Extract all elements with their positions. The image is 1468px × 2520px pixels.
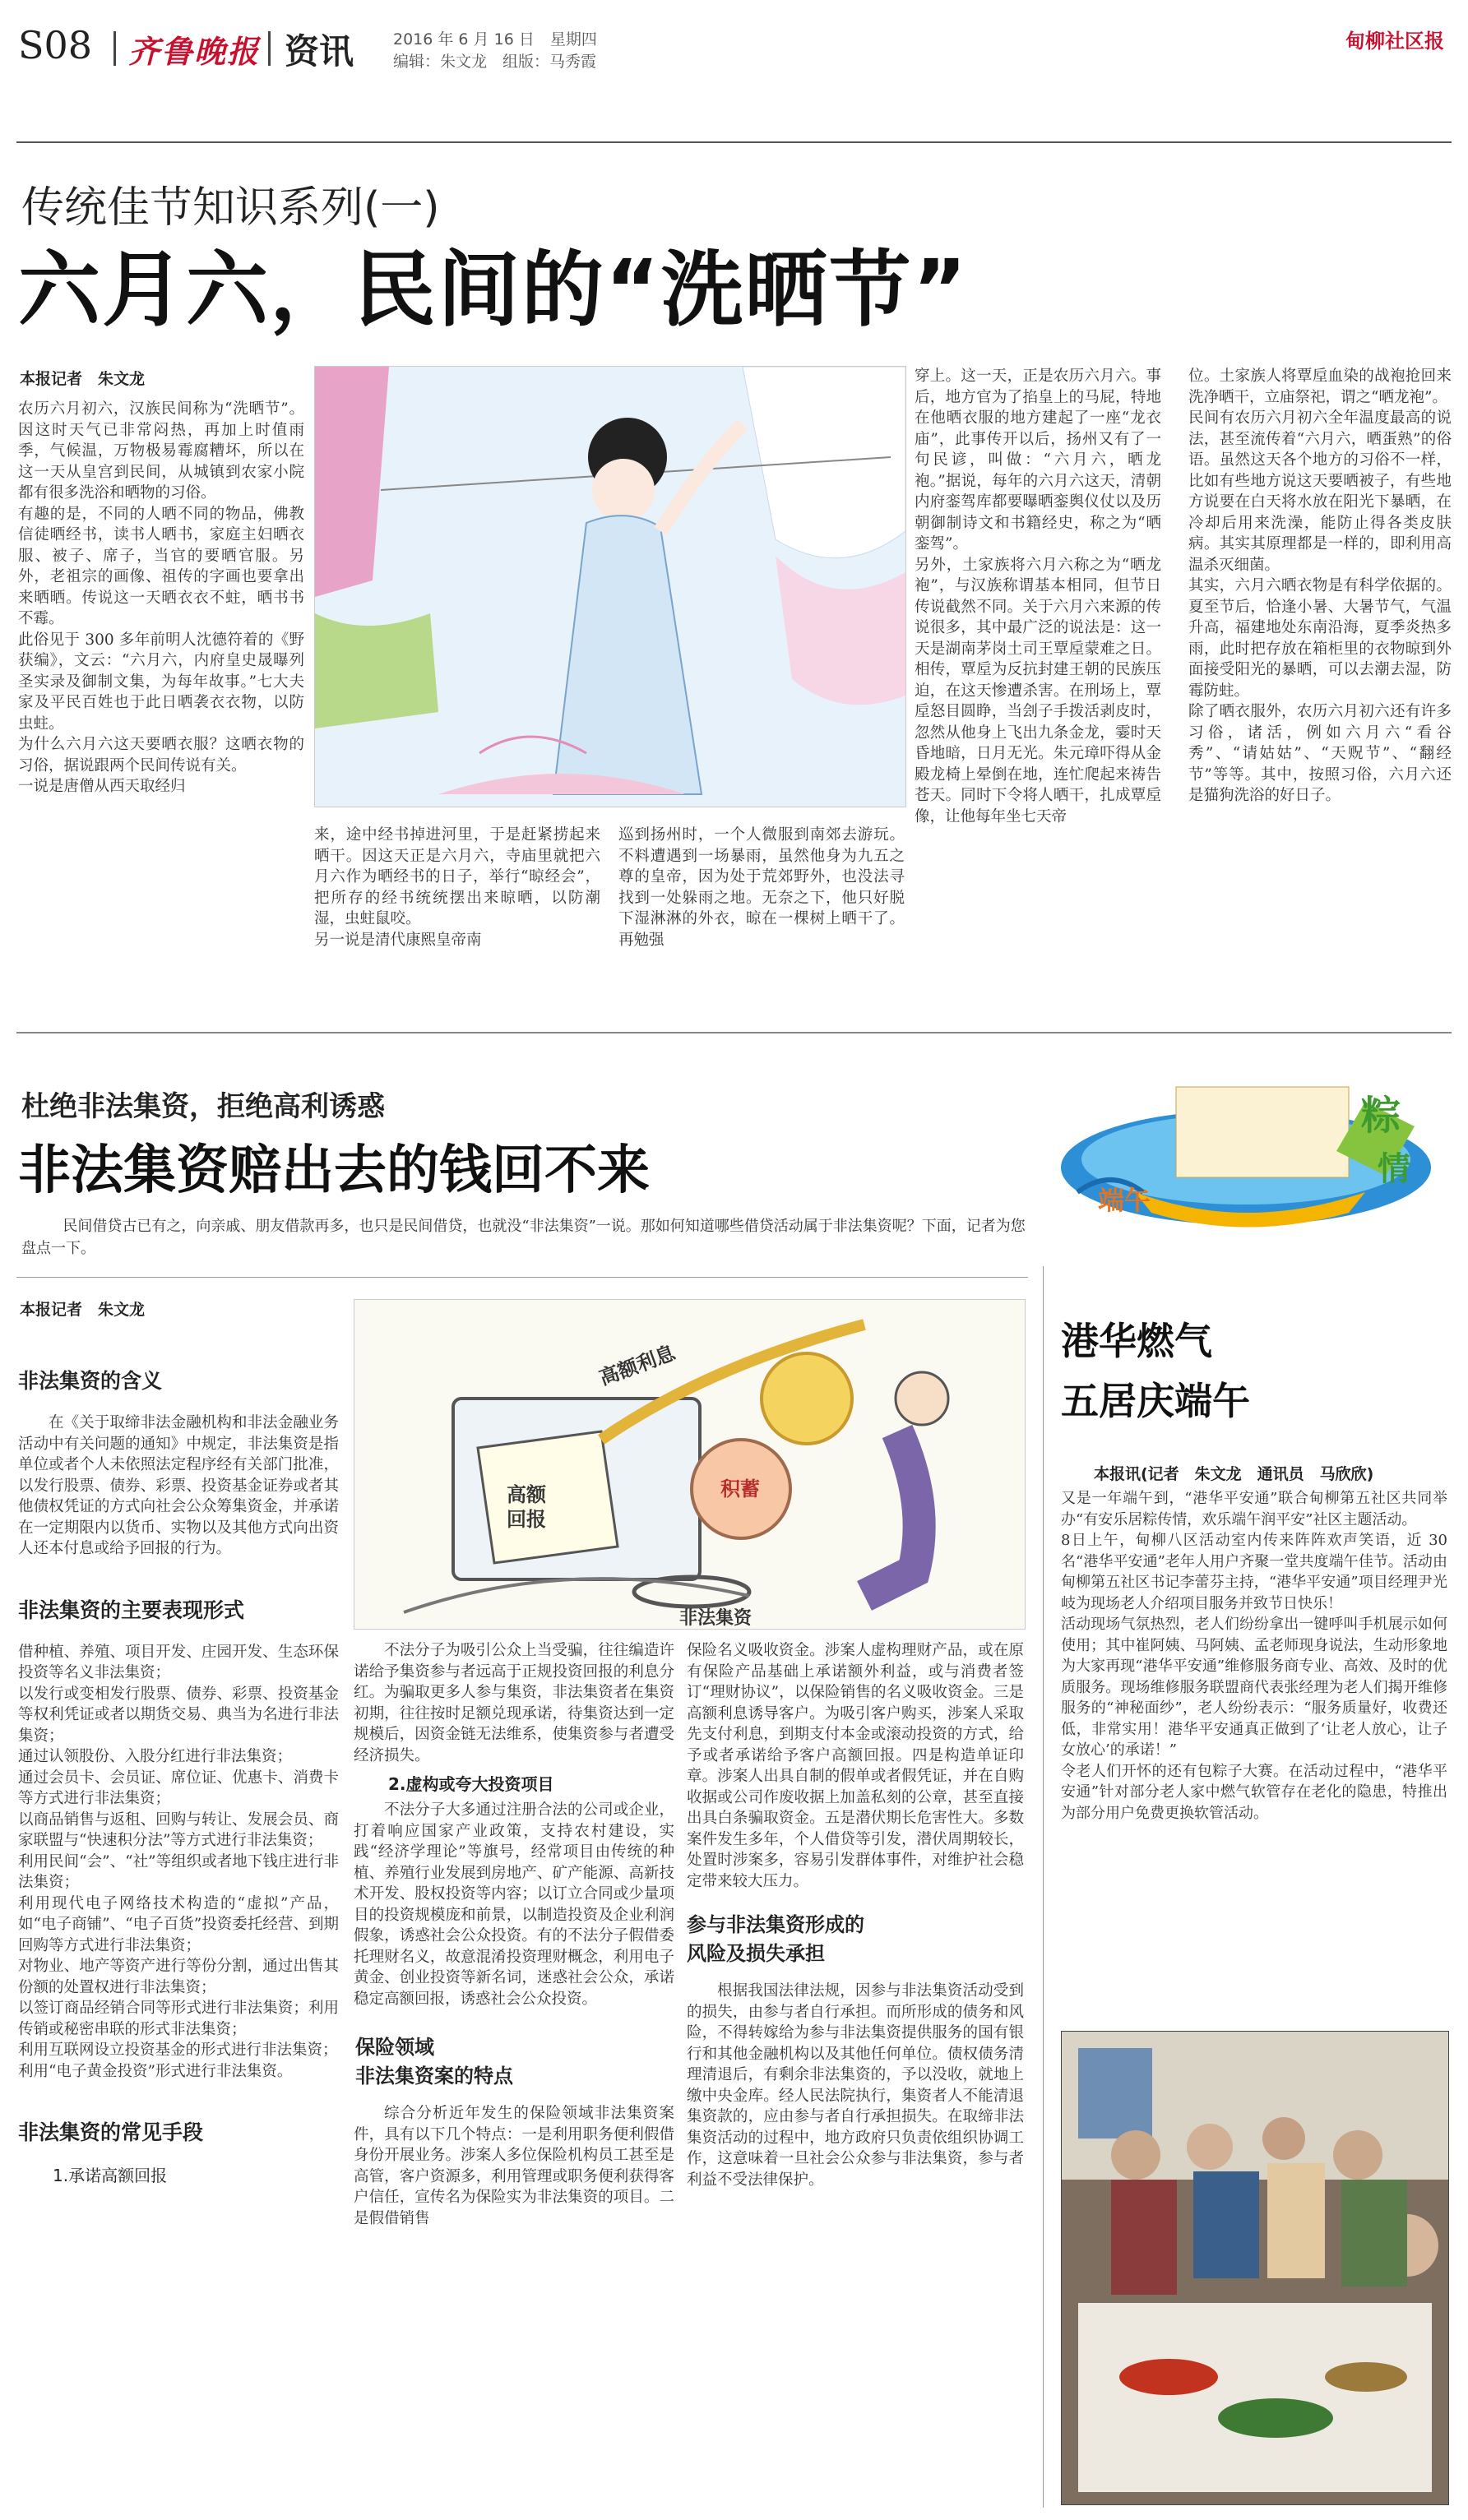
article1-col3: 巡到扬州时，一个人微服到南郊去游玩。不料遭遇到一场暴雨，虽然他身为九五之尊的皇帝，因为处于荒郊野外，也没法寻找到一处躲雨之地。无奈之下，他只好脱下湿淋淋的外衣，晾在一棵树上晒干了。再勉强	[618, 826, 905, 949]
banner-duanwu: 端午	[1098, 1185, 1151, 1216]
section-text-meaning: 在《关于取缔非法金融机构和非法金融业务活动中有关问题的通知》中规定，非法集资是指单位或者个人未依照法定程序经有关部门批准，以发行股票、债券、彩票、投资基金证券或者其他债权凭证的方式向社会公众筹集资金，并承诺在一定期限内以货币、实物以及其他方式向出资人还本付息或给予回报的行为。	[18, 1414, 339, 1557]
community-label: 甸柳社区报	[1345, 30, 1444, 53]
article1-col1: 农历六月初六，汉族民间称为“洗晒节”。因这时天气已非常闷热，再加上时值雨季，气候温，万物极易霉腐糟坏，所以在这一天从皇宫到民间，从城镇到农家小院都有很多洗浴和晒物的习俗。 有趣的是，不同的人晒不同的物品，佛教信徒晒经书，读书人晒书，家庭主妇晒衣服、被子、席子，当官的要晒官服。另外，老祖宗的画像、祖传的字画也要拿出来晒晒。传说这一天晒衣衣不蛀，晒书书不霉。 此俗见于 300 多年前明人沈德符着的《野获编》，文云：“六月六，内府皇史晟曝列圣实录及御制文集，为每年故事。”七大夫家及平民百姓也于此日晒袭衣衣物，以防虫蛀。 为什么六月六这天要晒衣服？这晒衣物的习俗，据说跟两个民间传说有关。 一说是唐僧从西天取经归	[18, 400, 304, 795]
cartoon-label-high-return: 高额回报	[507, 1483, 546, 1531]
method-1-text: 不法分子为吸引公众上当受骗，往往编造许诺给予集资参与者远高于正规投资回报的利息分红。为骗取更多人参与集资，非法集资者在集资初期，往往按时足额兑现承诺，待集资达到一定规模后，因资金链无法维系，使集资参与者遭受经济损失。	[354, 1642, 674, 1764]
insurance-title-1: 保险领域	[355, 2036, 434, 2059]
article1-col5: 位。土家族人将覃垕血染的战袍抢回来洗净晒干，立庙祭祀，谓之“晒龙袍”。 民间有农历六月初六全年温度最高的说法，甚至流传着“六月六，晒蛋熟”的俗语。虽然这天各个地方的习俗不一样，比如有些地方说这天要晒被子，有些地方说要在白天将水放在阳光下暴晒，在冷却后用来洗澡，能防止得各类皮肤病。其实其原理都是一样的，即利用高温杀灭细菌。 其实，六月六晒衣物是有科学依据的。夏至节后，恰逢小暑、大暑节气，气温升高，福建地处东南沿海，夏季炎热多雨，此时把存放在箱柜里的衣物晾到外面接受阳光的暴晒，可以去潮去湿，防霉防蛀。 除了晒衣服外，农历六月初六还有许多习俗，诸活，例如六月六“看谷秀”、“请姑姑”、“天贶节”、“翻经节”等等。其中，按照习俗，六月六还是猫狗洗浴的好日子。	[1188, 368, 1452, 804]
banner-char-qing: 情	[1378, 1150, 1410, 1188]
cartoon-label-high-interest: 高额利息	[595, 1341, 678, 1390]
article1-col2: 来，途中经书掉进河里，于是赶紧捞起来晒干。因这天正是六月六，寺庙里就把六月六作为晒经书的日子，举行“晾经会”，把所存的经书统统摆出来晾晒，以防潮湿，虫蛀鼠咬。 另一说是清代康熙皇帝南	[314, 826, 600, 949]
sidebar-photo	[1061, 2031, 1449, 2505]
method-item-2: 2.虚构或夸大投资项目	[388, 1774, 554, 1794]
article2-left-column	[18, 1322, 339, 2506]
article2-right-column	[687, 1640, 1024, 2508]
risk-title-2: 风险及损失承担	[687, 1942, 825, 1965]
sidebar-text: 又是一年端午到，“港华平安通”联合甸柳第五社区共同举办“有安乐居粽传情，欢乐端午润平安”社区主题活动。 8日上午，甸柳八区活动室内传来阵阵欢声笑语，近 30 名“港华平安通”老年人用户齐聚一堂共度端午佳节。活动由甸柳第五社区书记李蕾芬主持，“港华平安通”项目经理尹光岐为现场老人介绍项目服务并致节日快乐！ 活动现场气氛热烈，老人们纷纷拿出一键呼叫手机展示如何使用；其中崔阿姨、马阿姨、孟老师现身说法，生动形象地为大家再现“港华平安通”维修服务商专业、高效、及时的优质服务。现场维修服务联盟商代表张经理为老人们揭开维修服务的“神秘面纱”，老人纷纷表示：“服务质量好，收费还低，非常实用！港华平安通真正做到了‘让老人放心，让子女放心’的承诺！” 令老人们开怀的还有包粽子大赛。在活动过程中，“港华平安通”针对部分老人家中燃气软管存在老化的隐患，特推出为部分用户免费更换软管活动。	[1061, 1490, 1447, 1822]
date-text: 2016 年 6 月 16 日	[393, 30, 535, 49]
editor-text: 编辑：朱文龙	[393, 53, 488, 71]
article1-byline: 本报记者 朱文龙	[20, 370, 146, 388]
sidebar-title-1: 港华燃气	[1061, 1319, 1212, 1363]
article2-kicker: 杜绝非法集资，拒绝高利诱惑	[21, 1090, 385, 1123]
article2-byline: 本报记者 朱文龙	[20, 1301, 146, 1319]
article1-headline: 六月六，民间的“洗晒节”	[18, 242, 969, 338]
risk-text: 根据我国法律法规，因参与非法集资活动受到的损失，由参与者自行承担。而所形成的债务和风险，不得转嫁给为参与非法集资提供服务的国有银行和其他金融机构以及其他任何单位。债权债务清理清退后，有剩余非法集资的，予以没收，就地上缴中央金库。经人民法院执行，集资者人不能清退集资款的，应由参与者自行承担损失。在取缔非法集资活动的过程中，地方政府只负责依组织协调工作，这意味着一旦社会公众参与非法集资，参与者利益不受法律保护。	[687, 1982, 1024, 2189]
dragon-boat-banner	[1053, 1069, 1439, 1242]
banner-char-zong: 粽	[1361, 1093, 1401, 1139]
zongzi-making-photo	[1062, 2032, 1448, 2504]
page-number: S08	[18, 23, 93, 67]
insurance-title-2: 非法集资案的特点	[355, 2065, 513, 2088]
issue-date	[393, 27, 597, 49]
layout-editor-text: 组版：马秀霞	[502, 53, 597, 71]
article2-intro: 民间借贷古已有之，向亲戚、朋友借款再多，也只是民间借贷，也就没“非法集资”一说。那如何知道哪些借贷活动属于非法集资呢？下面，记者为您盘点一下。	[21, 1218, 1026, 1257]
weekday-text: 星期四	[549, 30, 597, 49]
insurance-text-continued: 保险名义吸收资金。涉案人虚构理财产品，或在原有保险产品基础上承诺额外利益，或与消费者签订“理财协议”，以保险销售的名义吸收资金。三是高额利息诱导客户。为吸引客户购买，涉案人采取先支付利息，到期支付本金或滚动投资的方式，给予或者承诺给予客户高额回报。四是构造单证印章。涉案人出具自制的假单或者假凭证，并在自购收据或公司作废收据上加盖私刻的公章，甚至直接出具白条骗取资金。五是潜伏期长危害性大。多数案件发生多年，个人借贷等引发，潜伏周期较长，处置时涉案多，容易引发群体事件，对维护社会稳定带来较大压力。	[687, 1642, 1024, 1890]
cartoon-label-illegal-fundraising: 非法集资	[679, 1608, 753, 1629]
insurance-text: 综合分析近年发生的保险领域非法集资案件，具有以下几个特点：一是利用职务便利假借身份开展业务。涉案人多位保险机构员工甚至是高管，客户资源多，利用管理或职务便利获得客户信任，宣传名为保险实为非法集资的项目。二是假借销售	[354, 2105, 674, 2227]
cartoon-drawing	[354, 1300, 1025, 1629]
article2-cartoon	[354, 1299, 1026, 1630]
sidebar-byline: 本报讯(记者 朱文龙 通讯员 马欣欣)	[1094, 1465, 1374, 1483]
article1-col4: 穿上。这一天，正是农历六月六。事后，地方官为了掐皇上的马屁，特地在他晒衣服的地方建起了一座“龙衣庙”，此事传开以后，扬州又有了一句民谚，叫做：“六月六，晒龙袍。”据说，每年的六月六这天，清朝内府銮驾库都要曝晒銮舆仪仗以及历朝御制诗文和书籍经史，称之为“晒銮驾”。 另外，土家族将六月六称之为“晒龙袍”，与汉族称谓基本相同，但节日传说截然不同。关于六月六来源的传说很多，其中最广泛的说法是：这一天是湖南茅岗土司王覃垕蒙难之日。相传，覃垕为反抗封建王朝的民族压迫，在这天惨遭杀害。在刑场上，覃垕怒目圆睁，当刽子手拨活剥皮时，忽然从他身上飞出九条金龙，霎时天昏地暗，日月无光。朱元璋吓得从金殿龙椅上晕倒在地，连忙爬起来祷告苍天。同时下令将人晒干，扎成覃垕像，让他每年坐七天帝	[915, 368, 1161, 825]
risk-title-1: 参与非法集资形成的	[687, 1913, 864, 1936]
method-2-text: 不法分子大多通过注册合法的公司或企业，打着响应国家产业政策，支持农村建设，实践“经济学理论”等旗号，经常项目由传统的种植、养殖行业发展到房地产、矿产能源、高新技术开发、股权投资等内容；以订立合同或少量项目的投资规模庞和前景，以制造投资及企业利润假象，诱惑社会公众投资。有的不法分子假借委托理财名义，故意混淆投资理财概念，利用电子黄金、创业投资等新名词，迷惑社会公众，承诺稳定高额回报，诱惑社会公众投资。	[354, 1801, 674, 2008]
section-text-forms: 借种植、养殖、项目开发、庄园开发、生态环保投资等名义非法集资； 以发行或变相发行股票、债券、彩票、投资基金等权利凭证或者以期货交易、典当为名进行非法集资； 通过认领股份、入股分红进行非法集资； 通过会员卡、会员证、席位证、优惠卡、消费卡等方式进行非法集资； 以商品销售与返租、回购与转让、发展会员、商家联盟与“快速积分法”等方式进行非法集资； 利用民间“会”、“社”等组织或者地下钱庄进行非法集资； 利用现代电子网络技术构造的“虚拟”产品，如“电子商铺”、“电子百货”投资委托经营、到期回购等方式进行非法集资； 对物业、地产等资产进行等份分割，通过出售其份额的处置权进行非法集资； 以签订商品经销合同等形式进行非法集资；利用传销或秘密串联的形式非法集资； 利用互联网设立投资基金的形式进行非法集资； 利用“电子黄金投资”形式进行非法集资。	[18, 1643, 339, 2080]
article-divider	[16, 1032, 1452, 1033]
article1-kicker: 传统佳节知识系列(一)	[21, 183, 440, 233]
cartoon-label-savings: 积蓄	[720, 1477, 760, 1500]
header-divider	[113, 31, 116, 66]
section-name: 资讯	[285, 31, 354, 72]
section-title-meaning: 非法集资的含义	[18, 1369, 163, 1393]
method-item-1: 1.承诺高额回报	[53, 2166, 168, 2185]
intro-divider	[16, 1277, 1028, 1278]
article2-middle-column	[354, 1640, 674, 2508]
editor-credits	[393, 49, 596, 72]
qipao-woman-drawing	[315, 367, 905, 807]
page-header	[0, 0, 1468, 78]
header-rule	[16, 141, 1452, 143]
sidebar-title-2: 五居庆端午	[1061, 1379, 1250, 1423]
newspaper-logo: 齐鲁晚报	[128, 33, 261, 70]
section-title-forms: 非法集资的主要表现形式	[18, 1598, 245, 1622]
sidebar-divider	[1043, 1266, 1044, 2508]
article1-illustration	[314, 366, 906, 807]
article2-headline: 非法集资赔出去的钱回不来	[18, 1140, 650, 1201]
section-title-methods: 非法集资的常见手段	[18, 2120, 204, 2144]
header-divider-2	[268, 31, 271, 66]
